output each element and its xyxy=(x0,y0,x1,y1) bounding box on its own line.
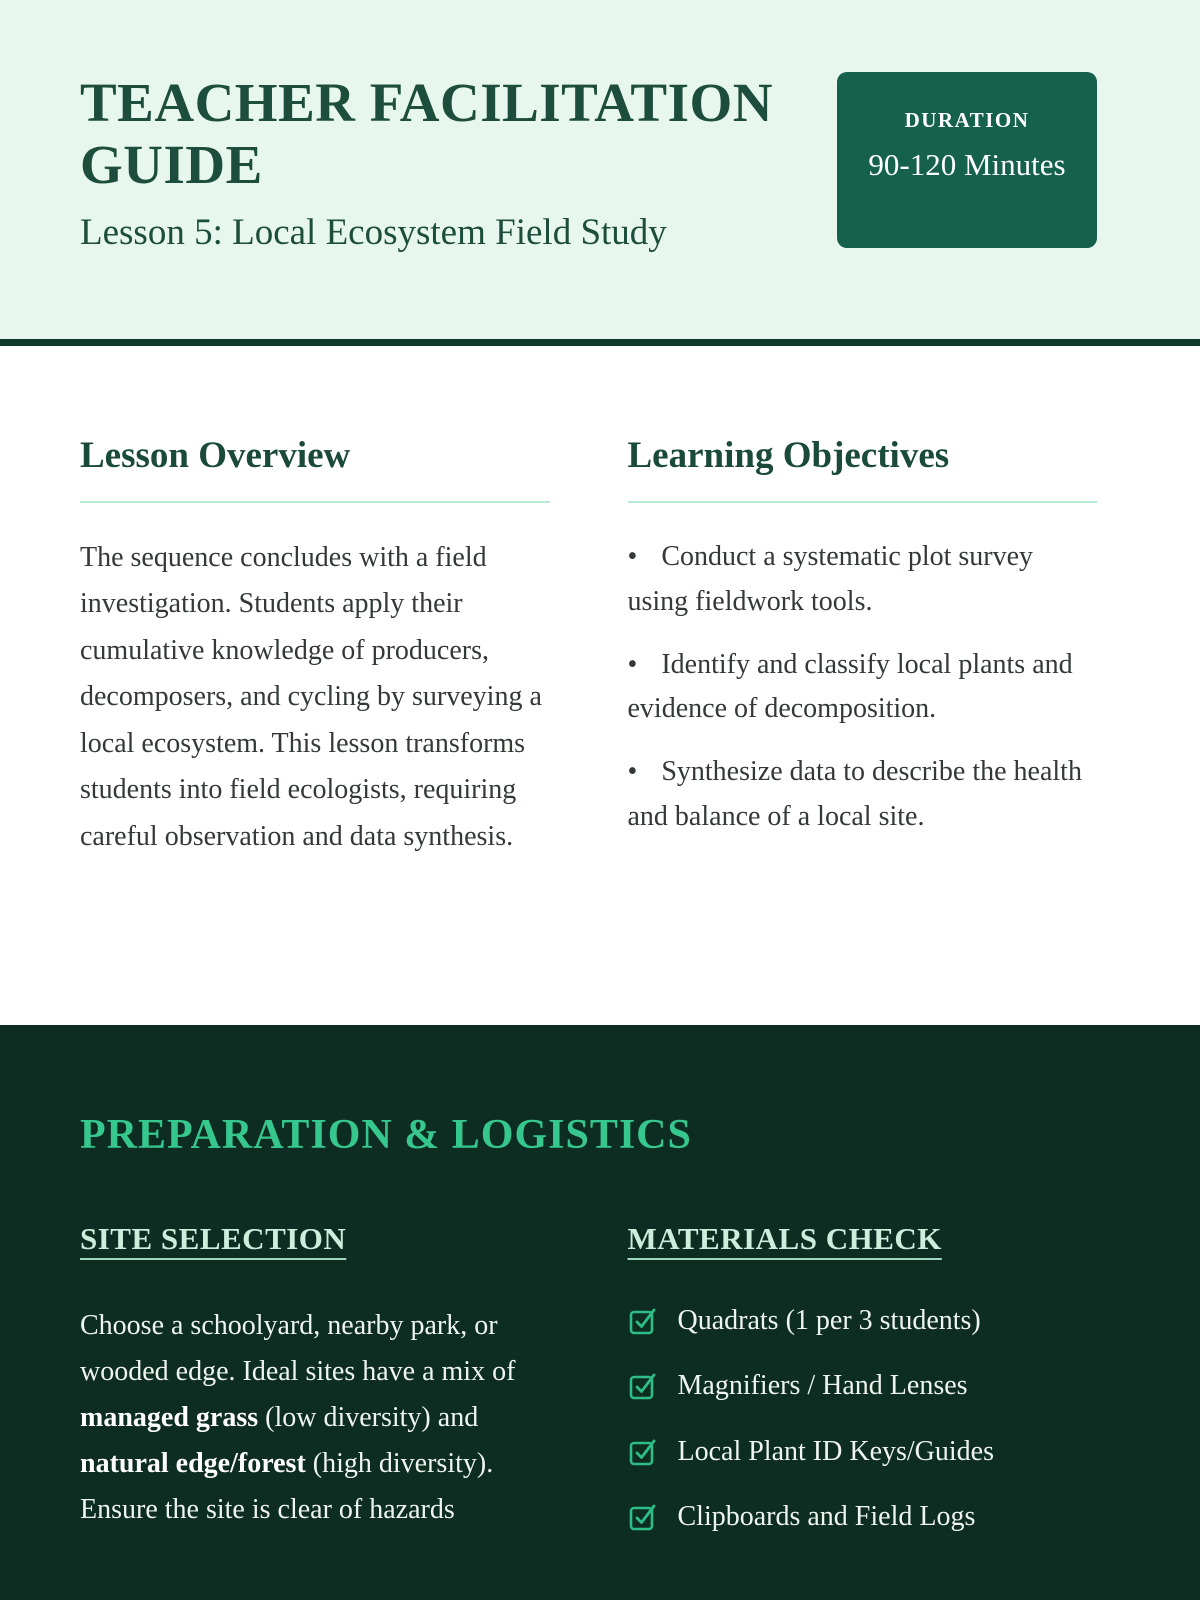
site-selection-text: (low diversity) and xyxy=(258,1401,479,1433)
checkbox-checked-icon xyxy=(628,1437,658,1467)
duration-badge xyxy=(837,72,1097,248)
material-text: Local Plant ID Keys/Guides xyxy=(677,1435,994,1467)
duration-label: DURATION xyxy=(904,108,1030,132)
site-selection-text: (high diversity). Ensure the site is clear of hazards xyxy=(80,1447,494,1525)
page-subtitle: Lesson 5: Local Ecosystem Field Study xyxy=(80,212,667,254)
objective-text: Conduct a systematic plot survey using fieldwork tools. xyxy=(627,541,1034,617)
learning-objectives-heading: Learning Objectives xyxy=(628,434,1098,503)
objective-text: Synthesize data to describe the health and balance of a local site. xyxy=(627,756,1082,832)
site-selection-heading: SITE SELECTION xyxy=(80,1221,347,1256)
lesson-overview-body: The sequence concludes with a field investigation. Students apply their cumulative knowledge of producers, decomposers, and cycling by surveying a local ecosystem. This lesson transforms students into field ecologists, requiring careful observation and data synthesis. xyxy=(80,542,542,852)
list-item xyxy=(628,750,1098,840)
header xyxy=(0,0,1200,339)
site-selection-text: Choose a schoolyard, nearby park, or wooded edge. Ideal sites have a mix of xyxy=(80,1310,516,1387)
bullet-icon: • xyxy=(627,756,638,788)
objective-text: Identify and classify local plants and evidence of decomposition. xyxy=(627,648,1073,725)
material-text: Quadrats (1 per 3 students) xyxy=(677,1305,981,1336)
overview-objectives-section xyxy=(0,346,1200,1025)
list-item xyxy=(628,1499,1098,1535)
materials-check-column xyxy=(628,1221,1098,1565)
list-item xyxy=(628,1434,1098,1470)
bullet-icon: • xyxy=(627,648,638,680)
page-title: TEACHER FACILITATION GUIDE xyxy=(80,72,774,195)
lesson-overview-column xyxy=(80,434,550,1025)
bullet-icon: • xyxy=(627,541,638,572)
lesson-overview-heading: Lesson Overview xyxy=(80,434,550,503)
site-selection-body xyxy=(80,1303,550,1533)
site-selection-bold: natural edge/forest xyxy=(80,1447,306,1479)
materials-check-heading: MATERIALS CHECK xyxy=(627,1221,942,1256)
material-text: Clipboards and Field Logs xyxy=(677,1501,976,1533)
checkbox-checked-icon xyxy=(628,1371,658,1401)
objectives-list xyxy=(628,535,1098,840)
list-item xyxy=(628,643,1098,733)
site-selection-bold: managed grass xyxy=(80,1401,259,1433)
learning-objectives-column xyxy=(628,434,1098,1025)
preparation-logistics-section xyxy=(0,1025,1200,1600)
list-item xyxy=(628,535,1098,625)
section-divider xyxy=(0,339,1200,346)
materials-checklist xyxy=(628,1303,1098,1536)
material-text: Magnifiers / Hand Lenses xyxy=(677,1370,968,1402)
checkbox-checked-icon xyxy=(628,1502,658,1532)
site-selection-column xyxy=(80,1221,550,1565)
preparation-columns xyxy=(80,1221,1097,1565)
preparation-heading: PREPARATION & LOGISTICS xyxy=(80,1112,692,1158)
checkbox-checked-icon xyxy=(628,1306,658,1336)
list-item xyxy=(628,1303,1098,1339)
duration-value: 90-120 Minutes xyxy=(868,147,1066,182)
list-item xyxy=(628,1368,1098,1404)
header-text-block xyxy=(80,72,820,256)
